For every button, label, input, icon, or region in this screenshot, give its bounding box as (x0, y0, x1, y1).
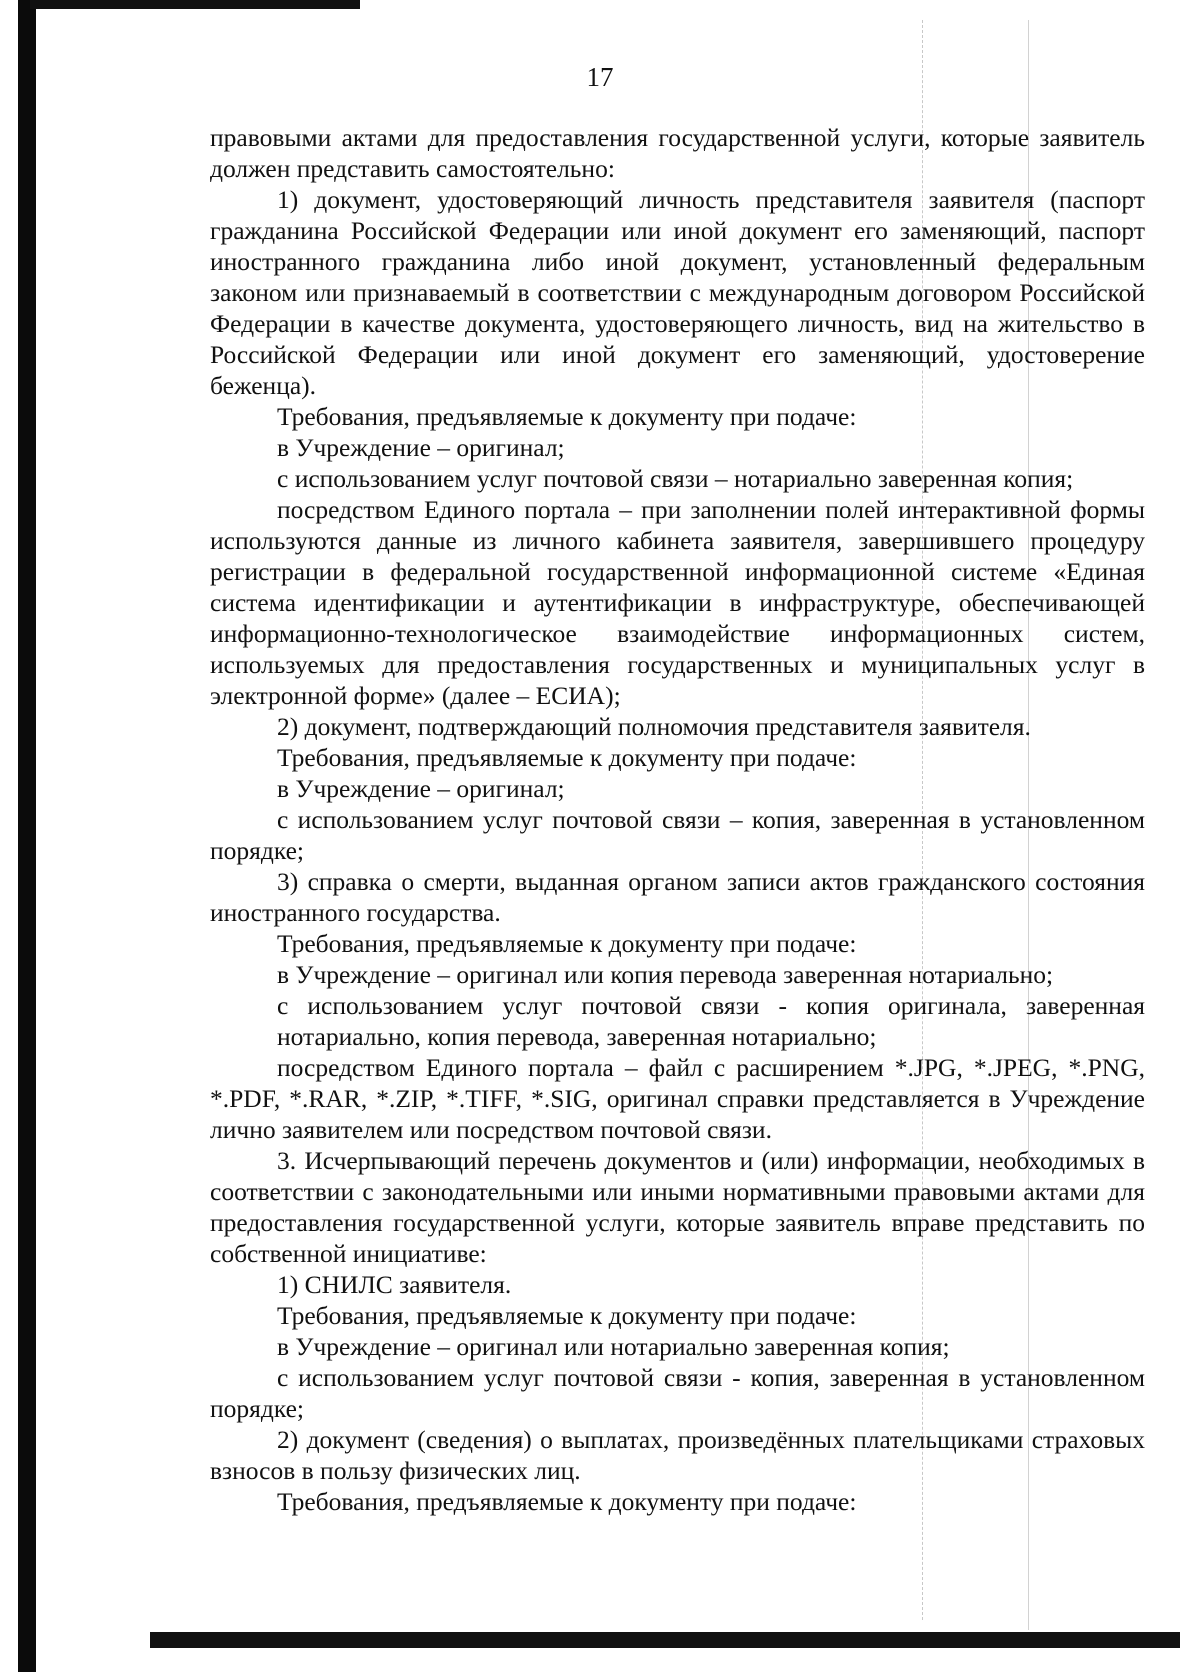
paragraph: с использованием услуг почтовой связи – копия, заверенная в установленном порядке; (210, 805, 1145, 865)
paragraph: Требования, предъявляемые к документу при подаче: (277, 1301, 857, 1330)
paragraph: 1) СНИЛС заявителя. (277, 1270, 512, 1299)
paragraph: в Учреждение – оригинал или нотариально заверенная копия; (277, 1332, 950, 1361)
paragraph: Требования, предъявляемые к документу при подаче: (277, 1487, 857, 1516)
paragraph: с использованием услуг почтовой связи - копия оригинала, заверенная нотариально, копия перевода, заверенная нотариально; (277, 991, 1145, 1051)
paragraph: в Учреждение – оригинал или копия перевода заверенная нотариально; (277, 960, 1054, 989)
scan-border-top (30, 0, 360, 9)
paragraph: в Учреждение – оригинал; (277, 433, 565, 462)
paragraph: 2) документ, подтверждающий полномочия представителя заявителя. (277, 712, 1031, 741)
scan-border-bottom (150, 1632, 1180, 1648)
paragraph: 1) документ, удостоверяющий личность представителя заявителя (паспорт гражданина Российской Федерации или иной документ его заменяющий, паспорт иностранного гражданина либо иной документ, установленный федеральным законом или признаваемый в соответствии с международным договором Российской Федерации в качестве документа, удостоверяющего личность, вид на жительство в Российской Федерации или иной документ его заменяющий, удостоверение беженца). (210, 185, 1145, 400)
paragraph: 3. Исчерпывающий перечень документов и (или) информации, необходимых в соответствии с законодательными или иными нормативными правовыми актами для предоставления государственной услуги, которые заявитель вправе представить по собственной инициативе: (210, 1146, 1145, 1268)
paragraph: Требования, предъявляемые к документу при подаче: (277, 929, 857, 958)
paragraph: посредством Единого портала – файл с расширением *.JPG, *.JPEG, *.PNG, *.PDF, *.RAR, *.ZIP, *.TIFF, *.SIG, оригинал справки представляется в Учреждение лично заявителем или посредством почтовой связи. (210, 1053, 1145, 1144)
paragraph: в Учреждение – оригинал; (277, 774, 565, 803)
paragraph: с использованием услуг почтовой связи - копия, заверенная в установленном порядке; (210, 1363, 1145, 1423)
paragraph: правовыми актами для предоставления государственной услуги, которые заявитель должен представить самостоятельно: (210, 123, 1145, 183)
scan-border-left (18, 0, 36, 1672)
paragraph: Требования, предъявляемые к документу при подаче: (277, 743, 857, 772)
paragraph: 2) документ (сведения) о выплатах, произведённых плательщиками страховых взносов в пользу физических лиц. (210, 1425, 1145, 1485)
document-body (210, 122, 1145, 1517)
paragraph: 3) справка о смерти, выданная органом записи актов гражданского состояния иностранного государства. (210, 867, 1145, 927)
paragraph: посредством Единого портала – при заполнении полей интерактивной формы используются данные из личного кабинета заявителя, завершившего процедуру регистрации в федеральной государственной информационной системе «Единая система идентификации и аутентификации в инфраструктуре, обеспечивающей информационно-технологическое взаимодействие информационных систем, используемых для предоставления государственных и муниципальных услуг в электронной форме» (далее – ЕСИА); (210, 495, 1145, 710)
paragraph: Требования, предъявляемые к документу при подаче: (277, 402, 857, 431)
page-number: 17 (586, 62, 614, 92)
paragraph: с использованием услуг почтовой связи – нотариально заверенная копия; (277, 464, 1074, 493)
